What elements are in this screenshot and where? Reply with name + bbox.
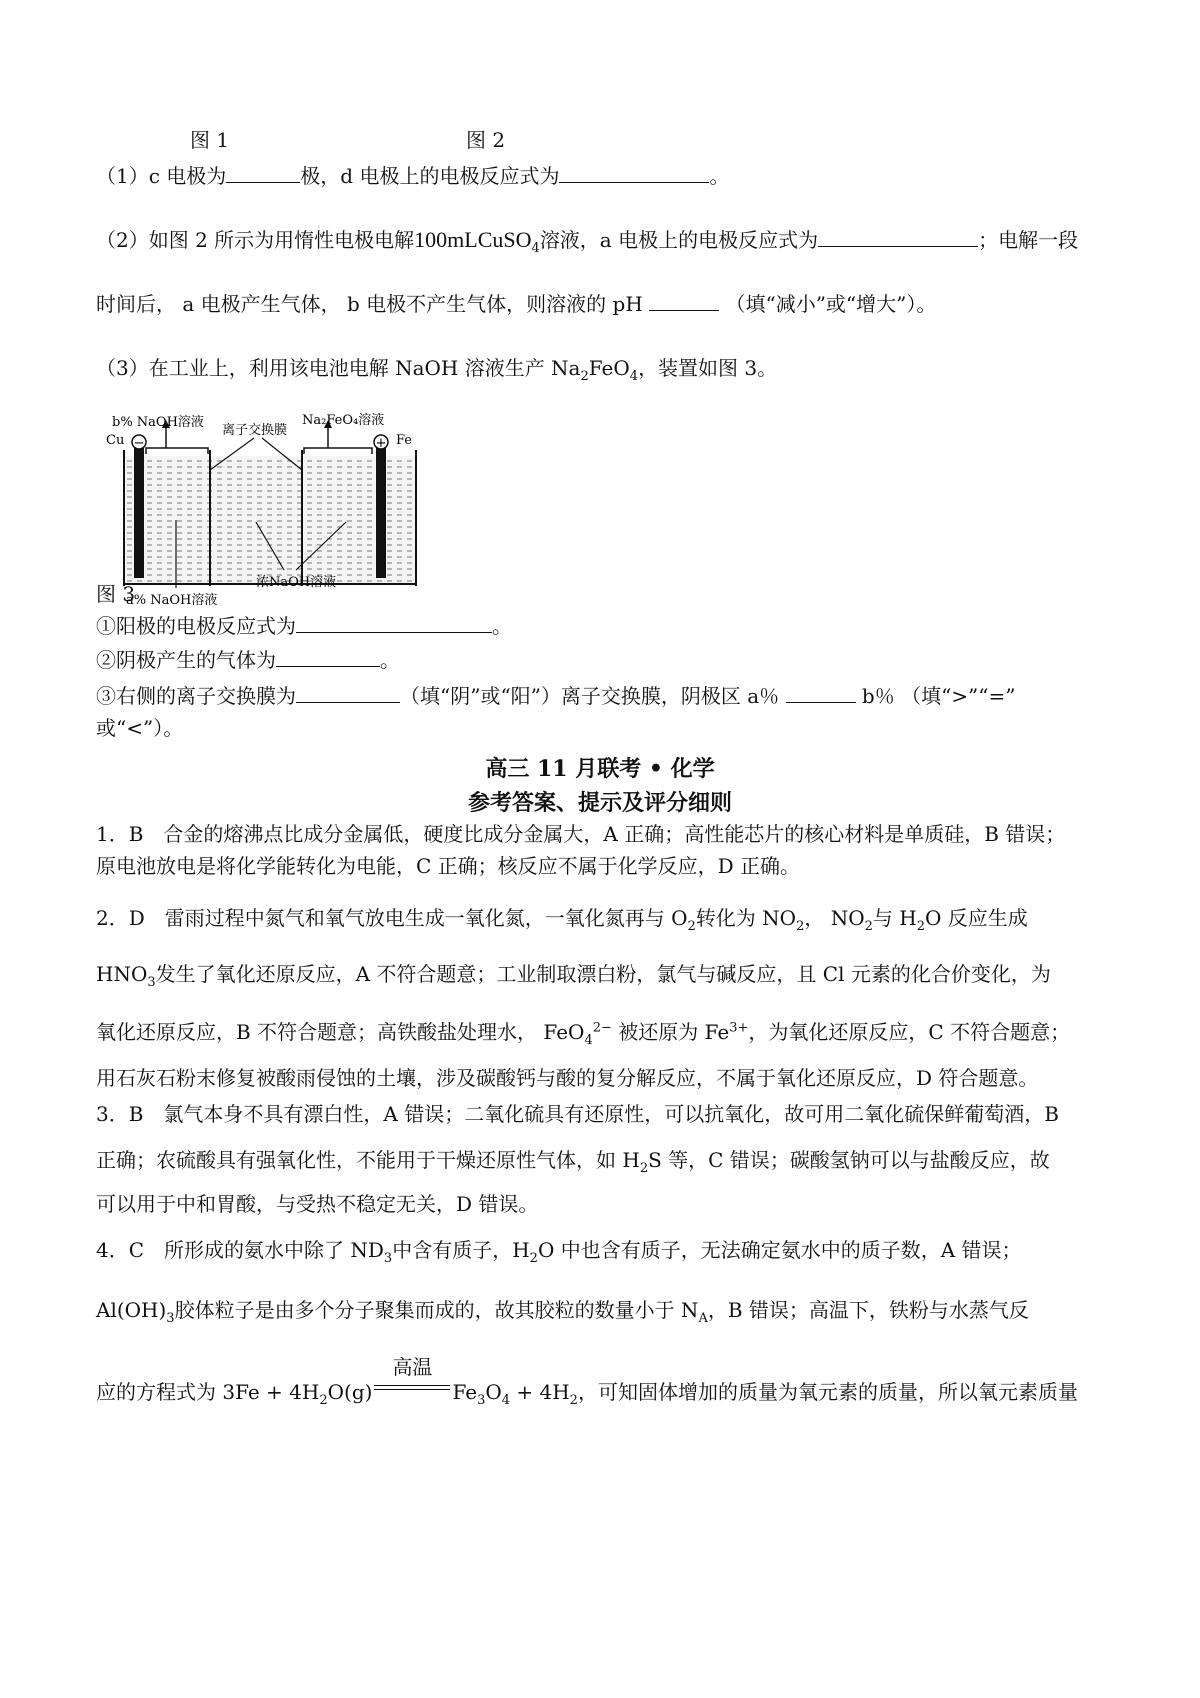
answer-1-line2: 原电池放电是将化学能转化为电能，C 正确；核反应不属于化学反应，D 正确。 xyxy=(96,854,801,878)
q3-text-a: （3）在工业上，利用该电池电解 NaOH 溶液生产 Na xyxy=(96,356,581,380)
q2-formula: 100mLCuSO xyxy=(414,227,532,252)
q2-blank-2[interactable] xyxy=(649,290,719,311)
cu-electrode xyxy=(134,446,144,578)
answer-4-line1: 4．C 所形成的氨水中除了 $ND_3$中含有质子，$H_2O$ 中也含有质子，无法确定氨水中的质子数，A 错误； xyxy=(96,1238,1022,1266)
answer-3-line3: 可以用于中和胃酸，与受热不稳定无关，D 错误。 xyxy=(96,1192,539,1216)
q3-mid: FeO xyxy=(588,356,630,380)
s2-end: 。 xyxy=(380,648,400,672)
answer-2-line4: 用石灰石粉末修复被酸雨侵蚀的土壤，涉及碳酸钙与酸的复分解反应，不属于氧化还原反应，D 符合题意。 xyxy=(96,1066,1039,1090)
q2-text-c: ；电解一段 xyxy=(978,228,1079,252)
question-2-line2 xyxy=(96,290,936,318)
s1-blank[interactable] xyxy=(296,612,492,633)
s2-blank[interactable] xyxy=(276,646,380,667)
s3-text-a: ③右侧的离子交换膜为 xyxy=(96,684,296,708)
fig3-label-fe: Fe xyxy=(396,433,413,448)
answer-2-line2: $HNO_3$发生了氧化还原反应，A 不符合题意；工业制取漂白粉，氯气与碱反应，且 Cl 元素的化合价变化，为 xyxy=(96,962,1051,990)
q1-end: 。 xyxy=(709,164,730,188)
sub-question-3-cont: 或“<”）。 xyxy=(96,716,184,740)
s2-text: ②阴极产生的气体为 xyxy=(96,648,276,672)
sub-question-3 xyxy=(96,682,1015,710)
q1-blank-1[interactable] xyxy=(226,162,300,183)
q2-text-d: 时间后， a 电极产生气体， b 电极不产生气体，则溶液的 pH xyxy=(96,292,643,316)
question-1 xyxy=(96,162,729,190)
fig3-label-conc-naoh: 浓NaOH溶液 xyxy=(256,575,337,590)
sub-question-1 xyxy=(96,612,512,640)
answer-4-line2: $Al(OH)_3$胶体粒子是由多个分子聚集而成的，故其胶粒的数量小于 $N_A$，B 错误；高温下，铁粉与水蒸气反 xyxy=(96,1298,1029,1326)
q3-text-b: ，装置如图 3。 xyxy=(638,356,778,380)
fig3-label-a-naoh: a% NaOH溶液 xyxy=(126,593,218,608)
fig1-caption: 图 1 xyxy=(190,128,230,152)
s3-blank-1[interactable] xyxy=(296,682,400,703)
s3-text-c: b％ （填“>”“=” xyxy=(861,684,1016,708)
q2-sub: 4 xyxy=(531,241,540,256)
answer-4-line3: 应的方程式为 $3Fe + 4H_2O(g)$ 高温 $Fe_3O_4 + 4H_2$，可知固体增加的质量为氧元素的质量，所以氧元素质量 xyxy=(96,1355,1078,1408)
q1-blank-2[interactable] xyxy=(559,162,709,183)
fig3-caption: 图 3 xyxy=(96,582,136,606)
question-2-line1 xyxy=(96,226,1078,254)
fig3-label-membrane: 离子交换膜 xyxy=(222,423,288,438)
fe-electrode xyxy=(376,446,386,578)
electrolysis-diagram xyxy=(106,410,446,610)
answer-2-line1: 2．D 雷雨过程中氮气和氧气放电生成一氧化氮，一氧化氮再与 $O_2$转化为 $NO_2$， $NO_2$与 $H_2O$ 反应生成 xyxy=(96,906,1028,934)
q1-text-a: （1）c 电极为 xyxy=(96,164,227,188)
q3-sub-2: 4 xyxy=(629,369,639,384)
fig3-label-cu: Cu xyxy=(106,433,125,448)
figure-3-electrolysis-cell xyxy=(106,410,446,614)
svg-text:+: + xyxy=(375,436,387,451)
sub-question-2 xyxy=(96,646,400,674)
answer-subtitle: 参考答案、提示及评分细则 xyxy=(467,790,732,816)
q1-text-b: 极，d 电极上的电极反应式为 xyxy=(300,164,560,188)
s1-text: ①阳极的电极反应式为 xyxy=(96,614,296,638)
tank xyxy=(124,452,416,584)
s3-blank-2[interactable] xyxy=(786,682,856,703)
q2-text-e: （填“减小”或“增大”）。 xyxy=(725,292,937,316)
answer-2-line3: 氧化还原反应，B 不符合题意；高铁酸盐处理水， FeO$_4^{2-}$ 被还原为 $Fe^{3+}$，为氧化还原反应，C 不符合题意； xyxy=(96,1020,1071,1048)
fig3-label-b-naoh: b% NaOH溶液 xyxy=(112,415,204,430)
q2-text-b: 溶液，a 电极上的电极反应式为 xyxy=(539,228,819,252)
q3-sub-1: 2 xyxy=(580,369,589,384)
answer-3-line2: 正确；农硫酸具有强氧化性，不能用于干燥还原性气体，如 $H_2S$ 等，C 错误；碳酸氢钠可以与盐酸反应，故 xyxy=(96,1148,1050,1176)
question-3 xyxy=(96,354,777,382)
reaction-condition-arrow: 高温 xyxy=(372,1379,452,1399)
q2-text-a: （2）如图 2 所示为用惰性电极电解 xyxy=(96,228,415,252)
answer-3-line1: 3．B 氯气本身不具有漂白性，A 错误；二氧化硫具有还原性，可以抗氧化，故可用二氧化硫保鲜葡萄酒，B xyxy=(96,1102,1059,1126)
fig3-label-na2feo4: Na₂FeO₄溶液 xyxy=(302,413,385,428)
answer-1-line1: 1．B 合金的熔沸点比成分金属低，硬度比成分金属大，A 正确；高性能芯片的核心材料是单质硅，B 错误； xyxy=(96,822,1066,846)
q2-blank-1[interactable] xyxy=(818,226,978,247)
s1-end: 。 xyxy=(492,614,512,638)
fig2-caption: 图 2 xyxy=(466,128,506,152)
answer-title: 高三 11 月联考 • 化学 xyxy=(485,756,715,782)
svg-text:−: − xyxy=(133,436,145,451)
s3-text-b: （填“阴”或“阳”）离子交换膜，阴极区 a％ xyxy=(400,684,780,708)
